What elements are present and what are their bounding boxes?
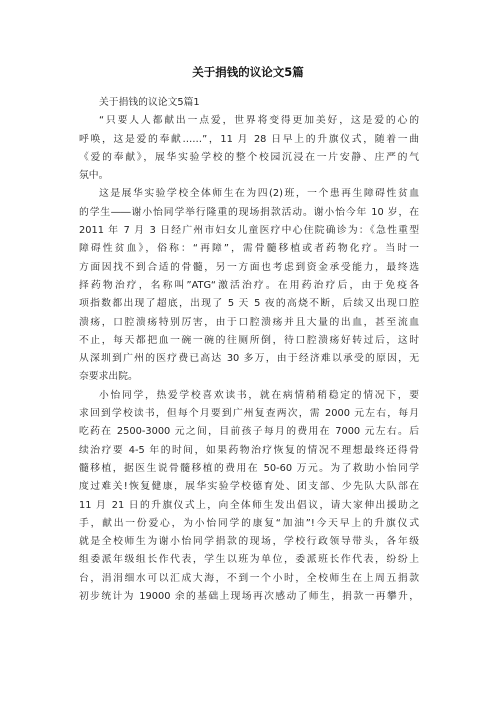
text-line: 髓移植，据医生说骨髓移植的费用在 50-60 万元。为了救助小怡同学	[79, 462, 419, 474]
text-line: 氛中。	[79, 170, 109, 182]
text-line: 障碍性贫血》，俗称：“再障”，需骨髓移植或者药物化疗。当时一	[79, 243, 419, 255]
page-title: 关于捐钱的议论文5篇	[192, 65, 304, 79]
text-line: 的学生――谢小怡同学举行隆重的现场捐款活动。谢小怡今年 10 岁，在	[79, 206, 419, 218]
text-line: 就是全校师生为谢小怡同学捐款的现场，学校行政领导带头，各年级	[79, 536, 419, 548]
text-line: 手，献出一份爱心，为小怡同学的康复“加油”!今天早上的升旗仪式	[79, 517, 419, 529]
text-line: 吃药在 2500-3000 元之间，目前孩子每月的费用在 7000 元左右。后	[79, 426, 419, 438]
text-line: 求回到学校读书，但每个月要到广州复查两次，需 2000 元左右，每月	[79, 408, 419, 420]
article-body	[79, 94, 419, 606]
text-line: 项指数都出现了超底，出现了 5 天 5 夜的高烧不断，后续又出现口腔	[79, 298, 419, 310]
text-line: 呼唤，这是爱的奉献……”，11 月 28 日早上的升旗仪式，随着一曲	[79, 133, 419, 145]
text-line: 续治疗要 4-5 年的时间，如果药物治疗恢复的情况不理想最终还得骨	[79, 444, 419, 456]
text-line: 不止，每天都把血一碗一碗的往厕所倒，待口腔溃疡好转过后，这时	[79, 334, 419, 346]
text-line: 组委派年级组长作代表，学生以班为单位，委派班长作代表，纷纷上	[79, 554, 419, 566]
text-line: 溃疡，口腔溃疡特别厉害，由于口腔溃疡并且大量的出血，甚至流血	[79, 316, 419, 328]
text-line: 小怡同学，热爱学校喜欢读书，就在病情稍稍稳定的情况下，要	[99, 389, 419, 401]
text-line: 从深圳到广州的医疗费已高达 30 多万，由于经济难以承受的原因，无	[79, 353, 419, 365]
text-line: 度过难关!恢复健康，展华实验学校德育处、团支部、少先队大队部在	[79, 481, 419, 493]
text-line: 择药物治疗，名称叫”ATG“激活治疗。在用药治疗后，由于免疫各	[79, 279, 419, 291]
text-line: 方面因找不到合适的骨髓，另一方面也考虑到资金承受能力，最终选	[79, 261, 419, 273]
text-line: “只要人人都献出一点爱，世界将变得更加美好，这是爱的心的	[99, 115, 419, 127]
text-line: 关于捐钱的议论文5篇1	[99, 97, 200, 108]
text-line: 2011 年 7 月 3 日经广州市妇女儿童医疗中心住院确诊为：《急性重型	[79, 225, 419, 237]
text-line: 这是展华实验学校全体师生在为四(2)班，一个患再生障碍性贫血	[99, 188, 419, 200]
text-line: 奈要求出院。	[79, 371, 138, 383]
text-line: 《爱的奉献》，展华实验学校的整个校园沉浸在一片安静、庄严的气	[79, 151, 419, 163]
text-line: 台，涓涓细水可以汇成大海，不到一个小时，全校师生在上周五捐款	[79, 572, 419, 584]
text-line: 初步统计为 19000 余的基础上现场再次感动了师生，捐款一再攀升，	[79, 591, 419, 603]
text-line: 11 月 21 日的升旗仪式上，向全体师生发出倡议，请大家伸出援助之	[79, 499, 419, 511]
